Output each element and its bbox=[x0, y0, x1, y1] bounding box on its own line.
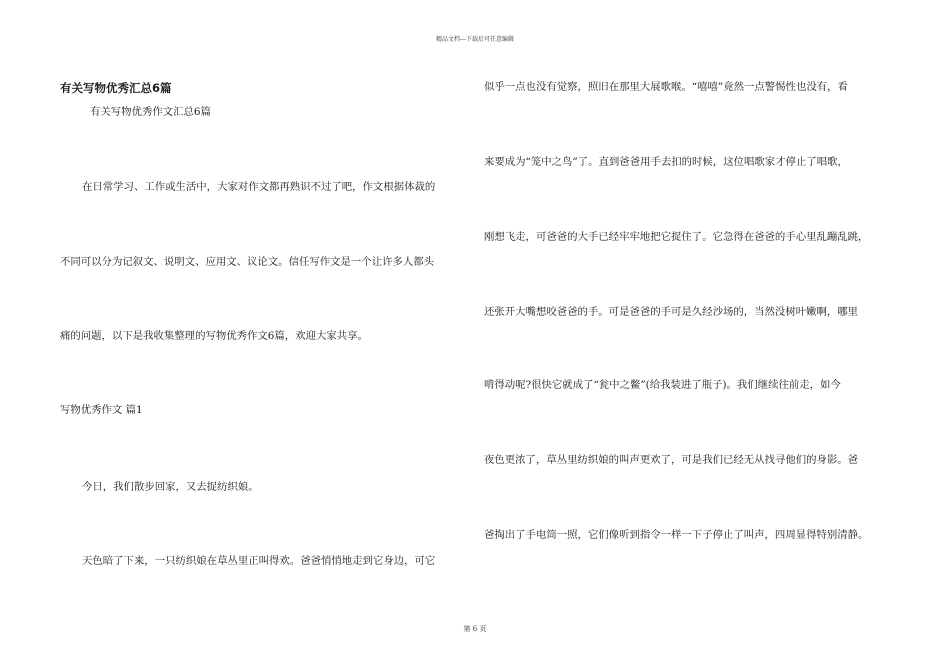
paragraph-line: 在日常学习、工作或生活中，大家对作文都再熟识不过了吧，作文根据体裁的 bbox=[82, 181, 436, 193]
paragraph-line: 啃得动呢?很快它就成了“瓮中之鳖”(给我装进了瓶子)。我们继续往前走，如今 bbox=[484, 379, 841, 391]
paragraph-line: 刚想飞走，可爸爸的大手已经牢牢地把它捉住了。它急得在爸爸的手心里乱蹦乱跳， bbox=[484, 231, 869, 243]
paragraph-line: 今日，我们散步回家，又去捉纺织娘。 bbox=[82, 481, 259, 493]
section-heading: 写物优秀作文 篇1 bbox=[60, 404, 143, 416]
paragraph-line: 夜色更浓了，草丛里纺织娘的叫声更欢了，可是我们已经无从找寻他们的身影。爸 bbox=[484, 454, 859, 466]
page-header: 精品文档---下载后可任意编辑 bbox=[435, 36, 515, 43]
paragraph-line: 不同可以分为记叙文、说明文、应用文、议论文。信任写作文是一个让许多人都头 bbox=[60, 256, 435, 268]
page-number: 第 6 页 bbox=[463, 625, 487, 633]
paragraph-line: 天色暗了下来，一只纺织娘在草丛里正叫得欢。爸爸悄悄地走到它身边，可它 bbox=[82, 555, 436, 567]
document-title: 有关写物优秀汇总6篇 bbox=[60, 81, 172, 95]
paragraph-line: 还张开大嘴想咬爸爸的手。可是爸爸的手可是久经沙场的，当然没树叶嫩啊，哪里 bbox=[484, 306, 859, 318]
document-subtitle: 有关写物优秀作文汇总6篇 bbox=[90, 106, 211, 118]
paragraph-line: 来要成为“笼中之鸟”了。直到爸爸用手去扣的时候，这位唱歌家才停止了唱歌， bbox=[484, 156, 848, 168]
paragraph-line: 痛的问题，以下是我收集整理的写物优秀作文6篇，欢迎大家共享。 bbox=[60, 330, 368, 342]
paragraph-line: 爸掏出了手电筒一照，它们像听到指令一样一下子停止了叫声，四周显得特别清静。 bbox=[484, 529, 869, 541]
paragraph-line: 似乎一点也没有觉察，照旧在那里大展歌喉。“嘻嘻”竟然一点警惕性也没有，看 bbox=[484, 81, 848, 93]
